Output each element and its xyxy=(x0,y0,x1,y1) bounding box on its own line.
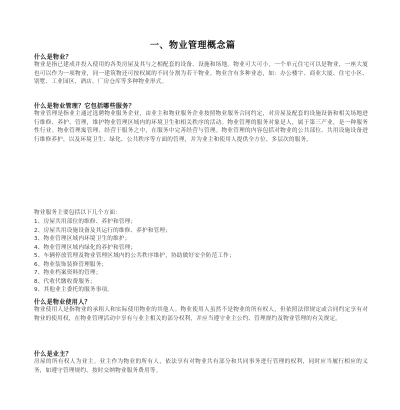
services-list xyxy=(34,218,364,295)
section-heading-property: 什么是物业？ xyxy=(34,54,72,61)
section-heading-user: 什么是物业使用人？ xyxy=(34,299,91,306)
list-item: 3、物业管理区域内环境卫生的维护； xyxy=(34,236,131,242)
document-title: 一、物业管理概念篇 xyxy=(150,41,236,51)
list-item: 1、房屋共用部位的维修、养护和管理； xyxy=(34,219,137,225)
section-heading-owner: 什么是业主？ xyxy=(34,351,72,358)
list-intro: 物业服务主要包括以下几个方面： xyxy=(34,210,121,216)
section-paragraph-property: 物业是指已建成并投入使用的各类房屋及其与之相配套的设备、设施和场地。物业可大可小，一个单元住宅可以是物业，一座大厦也可以作为一项物业，同一建筑物还可按权属的不同分割为若干物业。物业含有多种业态，如：办公楼宇、商业大厦、住宅小区、别墅、工业园区、酒店、厂房仓库等多种物业形式。 xyxy=(34,62,368,86)
list-item: 4、物业管理区域内绿化的养护和管理； xyxy=(34,244,137,251)
list-item: 8、代收代缴收费服务； xyxy=(34,278,96,285)
list-item: 5、车辆停放管理及物业管理区域内的公共秩序维护，协助做好安全防范工作； xyxy=(34,253,235,259)
section-paragraph-user: 物业使用人是指物业的承租人和实际使用物业的其他人。物业使用人虽然不是物业的所有权人，但依照法律规定或合同约定享有对物业的使用权，在物业管理活动中享有与业主相关的部分权利，并应当遵守业主公约、管理规约及物业管理的有关规定。 xyxy=(34,307,368,322)
list-item: 6、物业装饰装修管理服务； xyxy=(34,261,108,268)
section-paragraph-management: 物业管理是指业主通过选聘物业服务企业，由业主和物业服务企业按照物业服务合同约定，对房屋及配套的设施设备和相关场地进行维修、养护、管理，维护物业管理区域内的环境卫生和相关秩序的活动。物业管理的服务对象是人，属于第三产业，是一种服务性行业。物业管理寓管理、经营于服务之中，在服务中完善经营与管理。物业管理的内容包括对物业的公共部位、共用设施设备进行维修养护，以及环境卫生、绿化、公共秩序等方面的管理，并为业主和使用人提供全方位、多层次的服务。 xyxy=(34,111,368,143)
section-paragraph-owner: 房屋的所有权人为业主。业主作为物业的所有人，依法享有对物业共有部分和共同事务进行管理的权利，同时应当履行相应的义务，如遵守管理规约、按时交纳物业服务费用等。 xyxy=(34,359,368,374)
list-item: 2、房屋共用设施设备及其运行的维修、养护和管理； xyxy=(34,227,172,234)
list-item: 9、其他业主委托的服务事项。 xyxy=(34,287,114,293)
list-item: 7、物业档案资料的管理； xyxy=(34,270,102,276)
section-heading-management: 什么是物业管理？它包括哪些服务？ xyxy=(34,103,135,110)
